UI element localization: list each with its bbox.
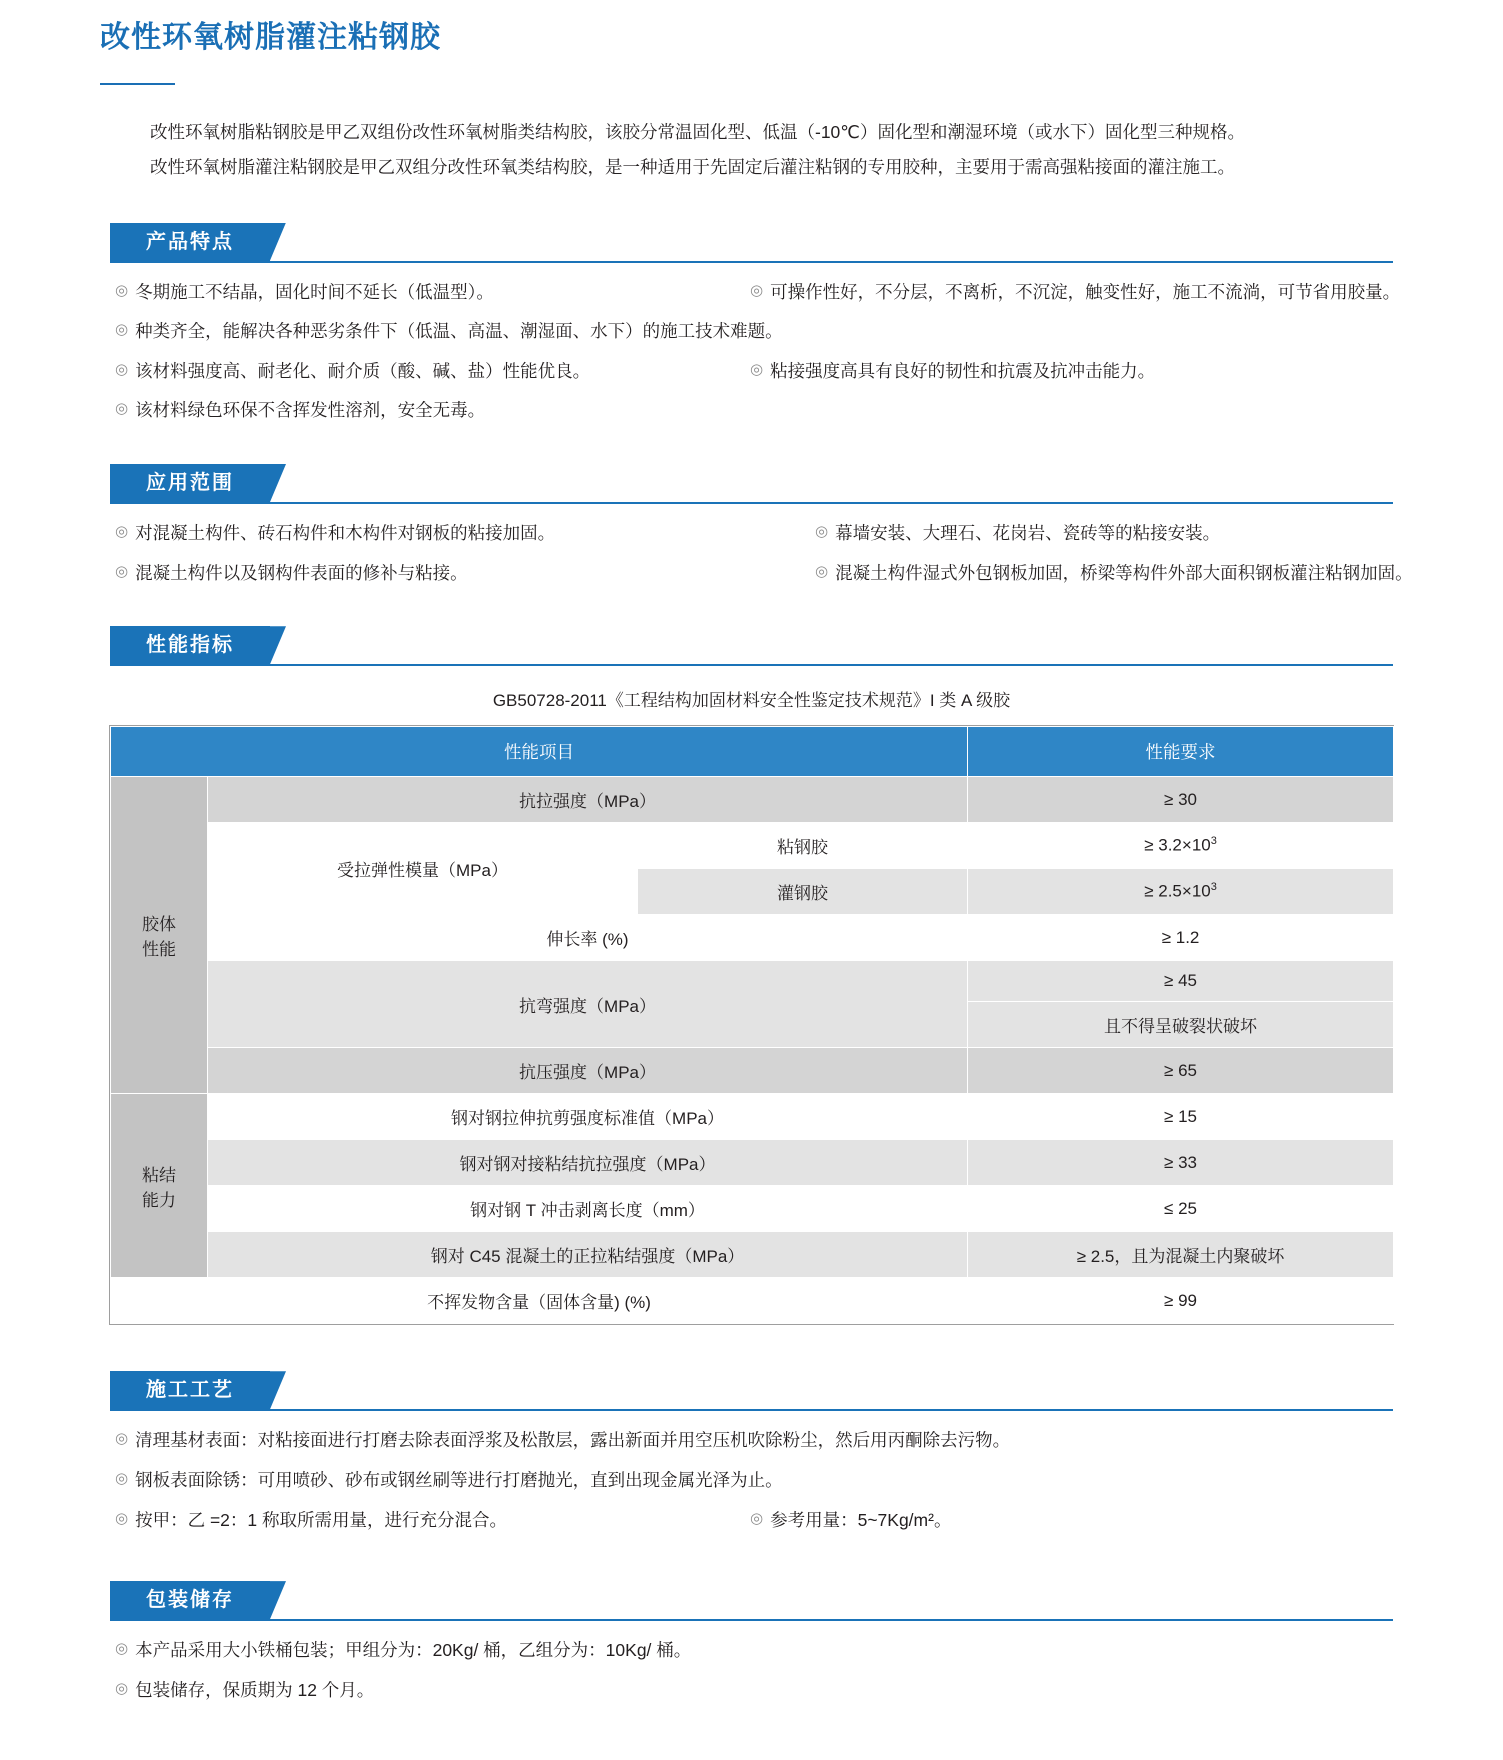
title-underline [100,83,175,85]
section-title-process: 施工工艺 [146,1379,234,1402]
bullet-icon: ◎ [115,1469,129,1487]
list-item-label: 幕墙安装、大理石、花岗岩、瓷砖等的粘接安装。 [835,523,1221,543]
performance-table-wrapper [109,725,1394,1325]
list-item [115,277,750,308]
list-row [115,558,1413,589]
section-banner-tip [270,1581,286,1619]
bullet-icon: ◎ [815,562,829,580]
cell-value: ≥ 15 [968,1094,1394,1140]
section-title-application: 应用范围 [146,472,234,494]
group-label-line1: 粘结 [142,1165,176,1185]
bullet-icon: ◎ [750,1509,764,1527]
section-banner-rule [110,502,1393,504]
group-label-line2: 能力 [142,1190,176,1210]
list-item-label: 包装储存，保质期为 12 个月。 [135,1679,375,1700]
table-row [111,961,1394,1002]
page-title: 改性环氧树脂灌注粘钢胶 [100,21,441,54]
list-item [115,395,1413,426]
intro-paragraph-2: 改性环氧树脂灌注粘钢胶是甲乙双组分改性环氧类结构胶，是一种适用于先固定后灌注粘钢的专用胶种，主要用于需高强粘接面的灌注施工。 [150,156,1235,177]
list-item [115,1635,1413,1666]
list-row [115,1465,1413,1496]
cell-value: ≥ 1.2 [968,915,1394,961]
cell-item: 钢对钢对接粘结抗拉强度（MPa） [208,1140,968,1186]
cell-value [968,869,1394,915]
bullet-icon: ◎ [115,1679,129,1697]
section-header-features [110,223,286,261]
list-row [115,1675,1413,1706]
bullet-icon: ◎ [115,1430,129,1448]
section-header-process [110,1371,286,1409]
list-item-label: 该材料强度高、耐老化、耐介质（酸、碱、盐）性能优良。 [135,360,591,381]
group-label-line2: 性能 [142,940,176,960]
features-list [0,277,1503,427]
list-item [815,558,1413,589]
row-group-label-bonding [111,1094,208,1278]
table-header-row [111,727,1394,777]
bullet-icon: ◎ [115,281,129,299]
list-item [115,1465,1413,1496]
bottom-spacer [0,1714,1503,1730]
cell-value: ≥ 33 [968,1140,1394,1186]
list-row [115,1635,1413,1666]
list-item [115,1675,1413,1706]
cell-value: ≥ 45 [968,961,1394,1002]
list-item [115,316,1413,347]
bullet-icon: ◎ [115,400,129,418]
list-item-label: 本产品采用大小铁桶包装；甲组分为：20Kg/ 桶，乙组分为：10Kg/ 桶。 [135,1640,692,1661]
section-title-performance: 性能指标 [146,634,234,657]
cell-item: 抗拉强度（MPa） [208,777,968,823]
list-item-label: 对混凝土构件、砖石构件和木构件对钢板的粘接加固。 [135,523,556,543]
list-item-label: 该材料绿色环保不含挥发性溶剂，安全无毒。 [135,400,486,421]
list-item-label: 混凝土构件以及钢构件表面的修补与粘接。 [135,562,468,583]
list-item-label: 粘接强度高具有良好的韧性和抗震及抗冲击能力。 [770,360,1156,381]
section-banner-tip [270,223,286,261]
list-row [115,518,1413,549]
group-label-line1: 胶体 [142,915,176,935]
section-banner-rule [110,1619,1393,1621]
process-list [0,1425,1503,1535]
list-item [115,558,815,589]
list-item [750,277,1400,308]
list-item-label: 清理基材表面：对粘接面进行打磨去除表面浮浆及松散层，露出新面并用空压机吹除粉尘，然后用丙酮除去污物。 [135,1430,1011,1451]
list-item [815,518,1220,549]
section-banner-tip [270,1371,286,1409]
list-item [750,356,1155,387]
section-header-application [110,464,286,502]
section-header-performance [110,626,286,664]
list-row [115,356,1413,387]
cell-subitem: 粘钢胶 [638,823,968,869]
list-row [115,1505,1413,1536]
application-list [0,518,1503,588]
cell-value: ≥ 2.5，且为混凝土内聚破坏 [968,1232,1394,1278]
packaging-list [0,1635,1503,1705]
column-header-item: 性能项目 [111,727,968,777]
list-item [115,1505,750,1536]
cell-item: 抗压强度（MPa） [208,1048,968,1094]
column-header-requirement: 性能要求 [968,727,1394,777]
bullet-icon: ◎ [115,562,129,580]
list-item [115,518,815,549]
cell-subitem: 灌钢胶 [638,869,968,915]
table-row [111,1094,1394,1140]
cell-item: 钢对钢 T 冲击剥离长度（mm） [208,1186,968,1232]
cell-item: 抗弯强度（MPa） [208,961,968,1048]
section-banner-rule [110,1409,1393,1411]
cell-item: 伸长率 (%) [208,915,968,961]
cell-value-exponent: 3 [1210,835,1217,848]
row-group-label-adhesive [111,777,208,1094]
list-item [115,356,750,387]
table-row [111,777,1394,823]
cell-value: 且不得呈破裂状破坏 [968,1002,1394,1048]
cell-value-exponent: 3 [1210,881,1217,894]
list-item-label: 按甲：乙 =2：1 称取所需用量，进行充分混合。 [135,1509,508,1530]
intro-paragraphs [0,115,1503,185]
section-banner-rule [110,261,1393,263]
list-item-label: 参考用量：5~7Kg/m²。 [770,1509,952,1530]
table-row [111,1186,1394,1232]
list-row [115,1425,1413,1456]
bullet-icon: ◎ [115,321,129,339]
performance-table [110,726,1394,1324]
table-row [111,1048,1394,1094]
section-banner-tip [270,626,286,664]
table-row [111,915,1394,961]
bullet-icon: ◎ [115,360,129,378]
bullet-icon: ◎ [115,1509,129,1527]
cell-item: 钢对 C45 混凝土的正拉粘结强度（MPa） [208,1232,968,1278]
cell-item: 钢对钢拉伸抗剪强度标准值（MPa） [208,1094,968,1140]
table-row [111,1232,1394,1278]
cell-value [968,823,1394,869]
cell-value: ≤ 25 [968,1186,1394,1232]
table-row [111,1140,1394,1186]
list-item-label: 种类齐全，能解决各种恶劣条件下（低温、高温、潮湿面、水下）的施工技术难题。 [135,321,783,342]
list-item [750,1505,951,1536]
list-item [115,1425,1413,1456]
table-row [111,1278,1394,1324]
cell-value: ≥ 99 [968,1278,1394,1324]
bullet-icon: ◎ [115,523,129,540]
cell-value-text: ≥ 3.2×10 [1144,836,1211,856]
cell-item: 受拉弹性模量（MPa） [208,823,638,915]
list-item-label: 可操作性好，不分层，不离析，不沉淀，触变性好，施工不流淌，可节省用胶量。 [770,281,1401,302]
cell-value: ≥ 65 [968,1048,1394,1094]
list-row [115,395,1413,426]
intro-paragraph-1: 改性环氧树脂粘钢胶是甲乙双组份改性环氧树脂类结构胶，该胶分常温固化型、低温（-10℃）固化型和潮湿环境（或水下）固化型三种规格。 [150,121,1245,142]
list-row [115,277,1413,308]
list-item-label: 混凝土构件湿式外包钢板加固，桥梁等构件外部大面积钢板灌注粘钢加固。 [835,562,1413,583]
section-title-packaging: 包装储存 [146,1589,234,1612]
table-row [111,823,1394,869]
list-row [115,316,1413,347]
title-block [0,0,1503,85]
section-header-packaging [110,1581,286,1619]
bullet-icon: ◎ [115,1640,129,1658]
bullet-icon: ◎ [750,360,764,378]
list-item-label: 钢板表面除锈：可用喷砂、砂布或钢丝刷等进行打磨抛光，直到出现金属光泽为止。 [135,1469,783,1490]
section-banner-rule [110,664,1393,666]
bullet-icon: ◎ [750,281,764,299]
section-title-features: 产品特点 [146,230,234,253]
cell-value-text: ≥ 2.5×10 [1144,882,1211,902]
cell-item: 不挥发物含量（固体含量) (%) [111,1278,968,1324]
section-banner-tip [270,464,286,502]
table-caption: GB50728-2011《工程结构加固材料安全性鉴定技术规范》I 类 A 级胶 [492,691,1011,711]
list-item-label: 冬期施工不结晶，固化时间不延长（低温型）。 [135,281,494,302]
bullet-icon: ◎ [815,523,829,540]
cell-value: ≥ 30 [968,777,1394,823]
